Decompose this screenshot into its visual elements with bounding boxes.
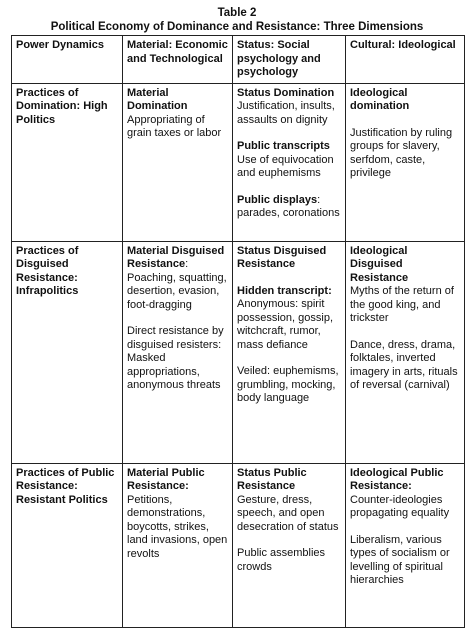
cell-status-disguised: Status Disguised Resistance Hidden transcript: Anonymous: spirit possession, gossip, witchcraft, rumor, mass defiance Veiled: euphemisms, grumbling, mocking, body language (233, 241, 346, 463)
cell-material-disguised: Material Disguised Resistance: Poaching, squatting, desertion, evasion, foot-dragging Direct resistance by disguised resisters: Masked appropriations, anonymous threats (123, 241, 233, 463)
cell-ideological-domination: Ideological domination Justification by ruling groups for slavery, serfdom, caste, privilege (346, 83, 465, 241)
cell-ideological-disguised: Ideological Disguised Resistance Myths of the return of the good king, and trickster Dance, dress, drama, folktales, inverted imagery in arts, rituals of reversal (carnival) (346, 241, 465, 463)
row-label-public-resistance: Practices of Public Resistance: Resistant Politics (12, 463, 123, 627)
header-cultural: Cultural: Ideological (346, 36, 465, 84)
cell-ideological-public: Ideological Public Resistance: Counter-ideologies propagating equality Liberalism, various types of socialism or levelling of spiritual hierarchies (346, 463, 465, 627)
cell-material-public: Material Public Resistance: Petitions, demonstrations, boycotts, strikes, land invasions, open revolts (123, 463, 233, 627)
cell-status-public: Status Public Resistance Gesture, dress, speech, and open desecration of status Public assemblies crowds (233, 463, 346, 627)
header-status: Status: Social psychology and psychology (233, 36, 346, 84)
cell-status-domination: Status Domination Justification, insults, assaults on dignity Public transcripts Use of equivocation and euphemisms Public displays: parades, coronations (233, 83, 346, 241)
cell-material-domination: Material Domination Appropriating of grain taxes or labor (123, 83, 233, 241)
table-row (12, 463, 465, 627)
header-power-dynamics: Power Dynamics (12, 36, 123, 84)
table-row (12, 241, 465, 463)
table-row (12, 83, 465, 241)
row-label-domination: Practices of Domination: High Politics (12, 83, 123, 241)
header-material: Material: Economic and Technological (123, 36, 233, 84)
row-label-disguised-resistance: Practices of Disguised Resistance: Infrapolitics (12, 241, 123, 463)
table-subtitle: Political Economy of Dominance and Resistance: Three Dimensions (50, 21, 424, 33)
dominance-resistance-table (11, 35, 465, 628)
table-title: Table 2 (217, 7, 257, 19)
header-row (12, 36, 465, 84)
